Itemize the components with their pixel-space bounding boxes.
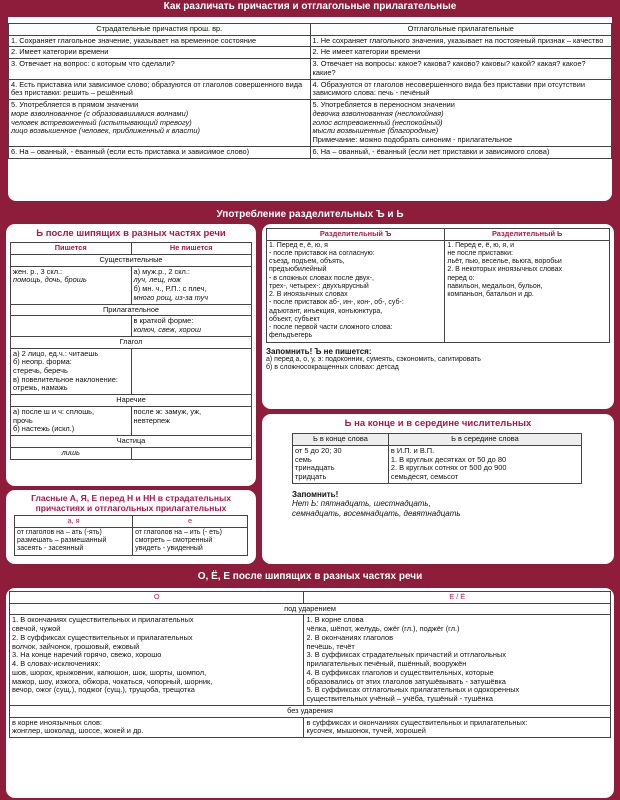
line: а) после ш и ч: сплошь, (13, 406, 95, 416)
line: лицо возвышенное (человек, приближенный к власти) (11, 126, 200, 136)
note-title: Запомнить! (292, 489, 339, 499)
cell: 2. Имеет категории времени (9, 47, 311, 59)
cell: 3. Отвечает на вопросы: какое? какова? каково? каковы? какой? какая? какое? какие? (310, 59, 612, 79)
line: семьдесят, семьсот (390, 472, 459, 482)
line: семнадцать, восемнадцать, девятнадцать (292, 508, 461, 518)
line: 1. В окончаниях существительных и прилагательных (12, 615, 194, 625)
line: предъюбилейный (269, 266, 327, 274)
col-head: Разделительный Ь (445, 229, 610, 241)
line: а) перед а, о, у, э: подоконник, сумеять, сэкономить, сагитировать (266, 356, 481, 364)
line: 4. В словах-исключениях: (12, 659, 101, 669)
line: от глаголов на – ить (- еть) (135, 528, 222, 536)
line: печёшь, течёт (306, 641, 355, 651)
line: в И.П. и В.П. (390, 445, 435, 455)
numerals-card (262, 414, 614, 564)
cell (11, 406, 132, 435)
line: Примечание: можно подобрать синоним - прилагательное (312, 135, 513, 145)
cell (304, 615, 611, 705)
section-head: под ударением (10, 603, 611, 615)
line: 2. В окончаниях глаголов (306, 632, 394, 642)
col-head: Не пишется (131, 243, 252, 255)
line: тринадцать (295, 463, 335, 473)
cell (11, 266, 132, 304)
cell (267, 240, 445, 342)
section-head: Глагол (11, 336, 252, 348)
line: вечор, ожог (сущ.), поджог (сущ.), трущоба, трещотка (12, 685, 195, 695)
line: - после приставок аб-, ин-, кон-, об-, суб-: (269, 299, 404, 307)
line: 5. Употребляется в прямом значении (11, 100, 139, 110)
table-participles (8, 17, 612, 201)
line: 1. В корне слова (306, 615, 364, 625)
note (292, 499, 604, 518)
cell: 6. На – ованный, - ёванный (если нет приставки и зависимого слова) (310, 146, 612, 158)
col-head: Страдательные причастия прош. вр. (9, 24, 311, 36)
line: трех-, четырех-: двухъярусный (269, 282, 369, 290)
line: 5. Употребляется в переносном значении (312, 100, 455, 110)
line: жен. р., 3 скл.: (13, 266, 63, 276)
cell (131, 316, 252, 336)
col-head: О (10, 592, 304, 604)
line: существительных учёный – учёба, тушёный - тушёнка (306, 694, 494, 704)
section-head: без ударения (10, 705, 611, 717)
line: Нет Ь: пятнадцать, шестнадцать, (292, 499, 431, 509)
cell (10, 717, 304, 737)
cell: 2. Не имеет категории времени (310, 47, 612, 59)
line: б) в сложносокращенных словах: детсад (266, 364, 399, 372)
line: а) 2 лицо, ед.ч.: читаешь (13, 348, 99, 358)
col-head: а, я (15, 516, 133, 528)
cell (293, 445, 389, 483)
note-title: Запомнить! Ъ не пишется: (266, 346, 372, 356)
line: 3. На конце наречий горячо, свежо, хорошо (12, 650, 162, 660)
line: 1. Перед е, ё, ю, я (269, 241, 328, 249)
line: б) мн. ч., Р.П.: с плеч, (133, 284, 207, 294)
line: мысли возвышенные (благородные) (312, 126, 439, 136)
line: 2. В круглых сотнях от 500 до 900 (390, 463, 507, 473)
cell (15, 527, 133, 555)
col-head: Ь в конце слова (293, 434, 389, 446)
line: 5. В суффиксах отглагольных прилагательных и одокоренных (306, 685, 520, 695)
line: мажор, шоу, изжога, обжора, чокаться, чопорный, шорник, (12, 676, 213, 686)
line: волчок, зайчонок, грошовый, ежовый (12, 641, 140, 651)
cell: 3. Отвечает на вопрос: с которым что сделали? (9, 59, 311, 79)
separating-signs-card (262, 224, 614, 409)
cell (11, 348, 132, 395)
line: невтерпеж (133, 415, 170, 425)
line: стеречь, беречь (13, 366, 68, 376)
line: перед о: (447, 274, 475, 282)
line: в суффиксах и окончаниях существительных и прилагательных: (306, 717, 528, 727)
title-2: Употребление разделительных Ъ и Ь (0, 208, 620, 222)
line: свечой, чужой (12, 624, 61, 634)
line: объект, субъект (269, 315, 320, 323)
col-head: Пишется (11, 243, 132, 255)
cell (10, 615, 304, 705)
line: после ж: замуж, уж, (133, 406, 202, 416)
line: образовались от этих глаголов затушёвывать - затушёвка (306, 676, 506, 686)
line: адъютант, инъекция, конъюнктура, (269, 307, 383, 315)
line: не после приставки: (447, 249, 513, 257)
line: голос встревоженный (неспокойный) (312, 117, 443, 127)
title-3: О, Ё, Е после шипящих в разных частях речи (0, 570, 620, 584)
line: - в сложных словах после двух-, (269, 274, 375, 282)
section-head: Наречие (11, 395, 252, 407)
line: смотреть – смотренный (135, 537, 213, 545)
line: фельдъегерь (269, 332, 313, 340)
line: павильон, медальон, бульон, (447, 282, 543, 290)
line: шов, шорох, крыжовник, капюшон, шок, шорты, шомпол, (12, 667, 207, 677)
line: 2. В некоторых иноязычных словах (447, 266, 563, 274)
line: прилагательных печёный, пшённый, вооружён (306, 659, 467, 669)
col-head: Е / Ё (304, 592, 611, 604)
line: размешать – размешанный (17, 537, 107, 545)
cell (133, 527, 248, 555)
line: компаньон, батальон и др. (447, 291, 534, 299)
line: человек встревоженный (испытывающий тревогу) (11, 117, 192, 127)
note (266, 356, 610, 373)
line: помощь, дочь, брошь (13, 275, 87, 285)
line: море взволнованное (с образовавшимися волнами) (11, 108, 189, 118)
nn-title: Гласные А, Я, Е перед Н и НН в страдательных причастиях и отглагольных прилагательных (31, 493, 231, 514)
nn-vowels-card (6, 490, 256, 564)
line: б) неопр. форма: (13, 357, 72, 367)
line: а) муж.р., 2 скл.: (133, 266, 190, 276)
line: съезд, подъем, объять, (269, 258, 345, 266)
section-head: Частица (11, 436, 252, 448)
soft-sign-title: Ь после шипящих в разных частях речи (36, 228, 226, 239)
line: луч, лещ, нож (133, 275, 181, 285)
line: девочка взволнованная (неспокойная) (312, 108, 444, 118)
oe-card (6, 588, 614, 798)
line: в корне иноязычных слов: (12, 717, 102, 727)
cell (304, 717, 611, 737)
line: б) настежь (искл.) (13, 424, 75, 434)
col-head: Отглагольные прилагательные (310, 24, 612, 36)
line: засеять - засеянный (17, 545, 84, 553)
cell (445, 240, 610, 342)
line: от 5 до 20; 30 (295, 445, 342, 455)
soft-sign-card (6, 224, 256, 486)
line: льёт, пью, веселье, вьюга, воробьи (447, 258, 562, 266)
line: 4. В суффиксах глаголов и существительных, которые (306, 667, 494, 677)
line: кусочек, мышонок, тучей, хорошей (306, 726, 426, 736)
cell: 1. Сохраняет глагольное значение, указывает на временное состояние (9, 35, 311, 47)
line: 2. В иноязычных словах (269, 291, 348, 299)
line: - после приставок на согласную: (269, 249, 375, 257)
cell-multi (9, 100, 311, 147)
col-head: Ь в середине слова (388, 434, 581, 446)
line: 2. В суффиксах существительных и прилагательных (12, 632, 193, 642)
cell (131, 348, 252, 395)
cell (131, 406, 252, 435)
cell-multi (310, 100, 612, 147)
section-head: Существительные (11, 254, 252, 266)
line: 3. В суффиксах страдательных причастий и отглагольных (306, 650, 506, 660)
cell: 4. Образуются от глаголов несовершенного вида без приставки при отсутствии зависимого слова: печь - печёный (310, 79, 612, 99)
cell (131, 266, 252, 304)
cell: 4. Есть приставка или зависимое слово; образуются от глаголов совершенного вида без приставки: решить – решённый (9, 79, 311, 99)
line: в краткой форме: (133, 316, 194, 326)
col-head: Разделительный Ъ (267, 229, 445, 241)
line: прочь (13, 415, 33, 425)
cell: 1. Не сохраняет глагольного значения, указывает на постоянный признак – качество (310, 35, 612, 47)
line: - после первой части сложного слова: (269, 324, 393, 332)
line: чёлка, шёпот, желудь, ожёг (гл.), поджёг (гл.) (306, 624, 460, 634)
line: семь (295, 454, 312, 464)
line: от глаголов на – ать (-ять) (17, 528, 102, 536)
line: жонглер, шоколад, шоссе, жокей и др. (12, 726, 144, 736)
line: 1. В круглых десятках от 50 до 80 (390, 454, 507, 464)
line: 1. Перед е, ё, ю, я, и (447, 241, 515, 249)
cell (11, 316, 132, 336)
numerals-title: Ь на конце и в середине числительных (344, 418, 532, 429)
line: колюч, свеж, хорош (133, 325, 201, 335)
line: тридцать (295, 472, 327, 482)
line: в) повелительное наклонение: (13, 374, 118, 384)
line: отрежь, намажь (13, 383, 68, 393)
cell: 6. На – ованный, - ёванный (если есть приставка и зависимое слово) (9, 146, 311, 158)
cell (388, 445, 581, 483)
title-1: Как различать причастия и отглагольные прилагательные (0, 0, 620, 14)
cell: лишь (11, 447, 132, 459)
section-head: Прилагательное (11, 304, 252, 316)
line: увидеть - увиденный (135, 545, 203, 553)
cell (131, 447, 252, 459)
line: много рощ, из-за туч (133, 292, 209, 302)
col-head: е (133, 516, 248, 528)
